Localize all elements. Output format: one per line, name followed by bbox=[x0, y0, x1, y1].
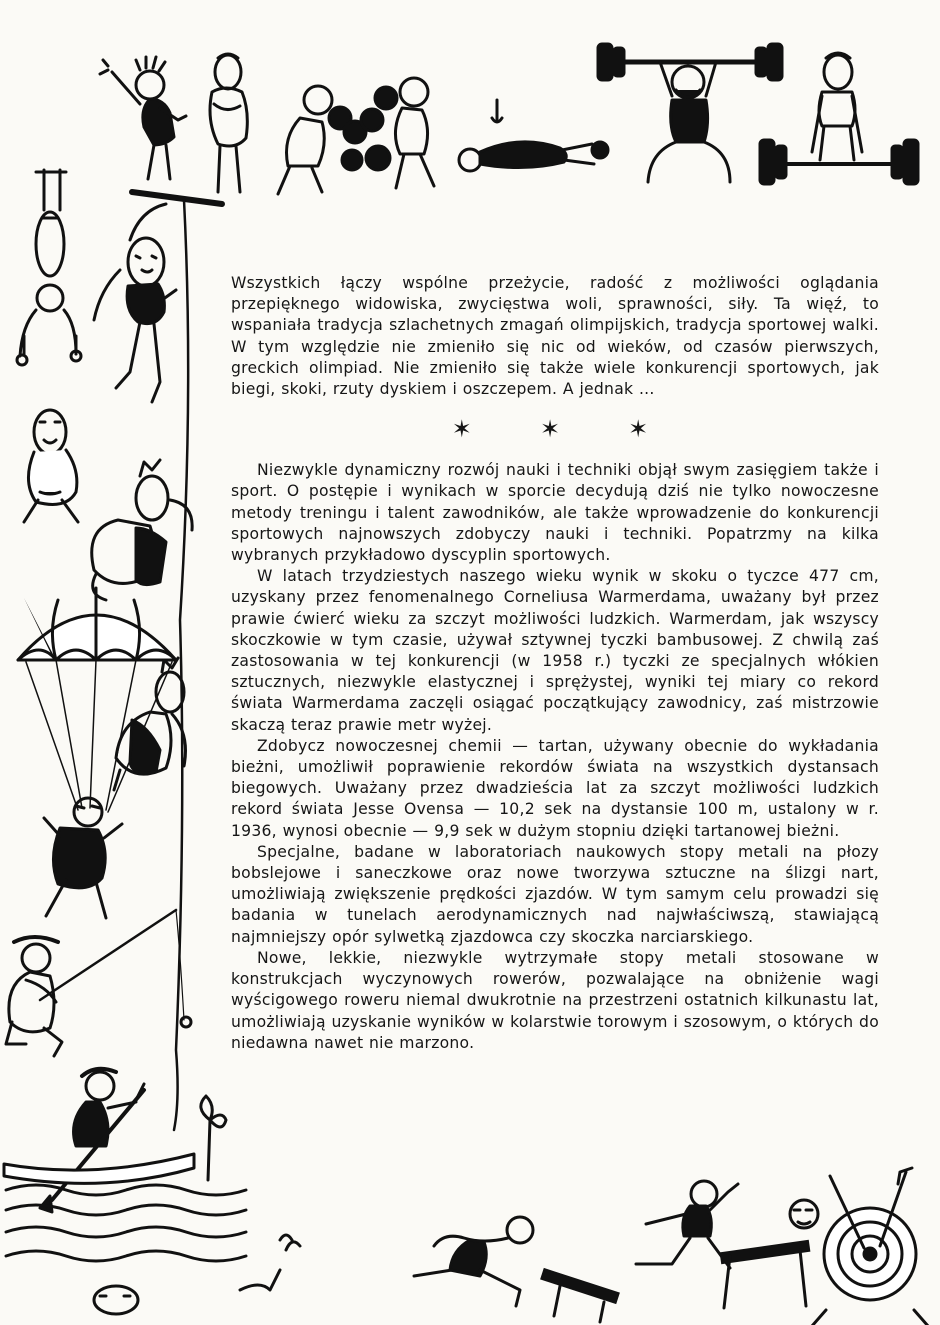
weightlifter-icon bbox=[598, 44, 782, 182]
intro-paragraph: Wszystkich łączy wspólne przeżycie, radość z możliwości oglądania przepięknego widowiska, zwycięstwa woli, sprawności, siły. Ta więź, to wspaniała tradycja szlachetnych zmagań olimpijskich, tradycja sportowej walki. W tym względzie nie zmieniło się nic od wieków, od czasów pierwszych, greckich olimpiad. Nie zmieniło się także wiele konkurencji sportowych, jak biegi, skoki, rzuty dyskiem i oszczepem. A jednak ... bbox=[231, 274, 879, 399]
high-bar bbox=[132, 192, 222, 204]
bobsledder-icon bbox=[92, 460, 192, 600]
gymnast-icon bbox=[100, 57, 186, 179]
spectator-icon bbox=[114, 658, 186, 790]
canoeist-icon bbox=[4, 1069, 246, 1261]
climbing-rope bbox=[174, 200, 188, 1130]
runner-icon bbox=[636, 1181, 810, 1308]
boxers-icon bbox=[278, 78, 434, 194]
fisherman-icon bbox=[6, 910, 191, 1056]
deadlifter-icon bbox=[760, 53, 918, 184]
paragraph-technology: Niezwykle dynamiczny rozwój nauki i techniki objął swym zasięgiem także i sport. O postępie i wynikach w sporcie decydują dziś nie tylko nowoczesne metody treningu i talent zawodników, ale także wprowadzenie do konkurencji sportowych najnowszych zdobyczy nauki i techniki. Popatrzmy na kilka wybranych przykładowo dyscyplin sportowych. bbox=[231, 461, 879, 565]
archery-target-icon bbox=[790, 1168, 928, 1325]
paragraph-tartan: Zdobycz nowoczesnej chemii — tartan, używany obecnie do wykładania bieżni, umożliwił poprawienie rekordów świata na wszystkich dystansach biegowych. Uważany przez dwadzieścia lat za szczyt możliwości ludzkich rekord świata Jesse Ovensa — 10,2 sek na dystansie 100 m, ustalony w r. 1936, wynosi obecnie — 9,9 sek w dużym stopniu dzięki tartanowej bieżni. bbox=[231, 736, 879, 840]
article-text bbox=[231, 273, 879, 1054]
trapeze-acrobats-icon bbox=[17, 170, 81, 522]
section-separator: ✶ ✶ ✶ bbox=[451, 415, 679, 444]
paragraph-cycling: Nowe, lekkie, niezwykle wytrzymałe stopy metali stosowane w konstrukcjach wyczynowych rowerów, pozwalające na obniżenie wagi wyścigowego roweru niemal dwukrotnie na przestrzeni ostatnich kilkunastu lat, umożliwiają uzyskanie wyników w kolarstwie torowym i szosowym, o których do niedawna nawet nie marzono. bbox=[231, 948, 879, 1052]
knocked-out-boxer-icon bbox=[459, 100, 608, 171]
hurdler-icon bbox=[414, 1217, 620, 1322]
standing-man-icon bbox=[210, 54, 247, 192]
paragraph-pole-vault: W latach trzydziestych naszego wieku wynik w skoku o tyczce 477 cm, uzyskany przez fenomenalnego Corneliusa Warmerdama, uważany był przez prawie ćwierć wieku za szczyt możliwości ludzkich. Warmerdam, jak wszyscy skoczkowie w tym czasie, używał sztywnej tyczki bambusowej. Z chwilą zaś zastosowania w tej konkurencji (w 1958 r.) tyczki ze specjalnych włókien sztucznych, niezwykle elastycznej i sprężystej, wyniki tej miary co rekord świata Warmerdama zaczęli osiągać początkujący zawodnicy, zaś mistrzowie skaczą teraz prawie metr wyżej. bbox=[231, 567, 879, 734]
rope-climber-icon bbox=[94, 204, 176, 402]
discus-thrower-icon bbox=[94, 1235, 300, 1314]
paragraph-bobsleigh: Specjalne, badane w laboratoriach naukowych stopy metali na płozy bobslejowe i saneczkowe oraz nowe tworzywa sztuczne na ślizgi nart, umożliwiają zwiększenie prędkości zjazdów. W tym samym celu prowadzi się badania w tunelach aerodynamicznych nad najwłaściwszą, stawiającą najmniejszy opór sylwetką zjazdowca czy skoczka narciarskiego. bbox=[231, 842, 879, 946]
